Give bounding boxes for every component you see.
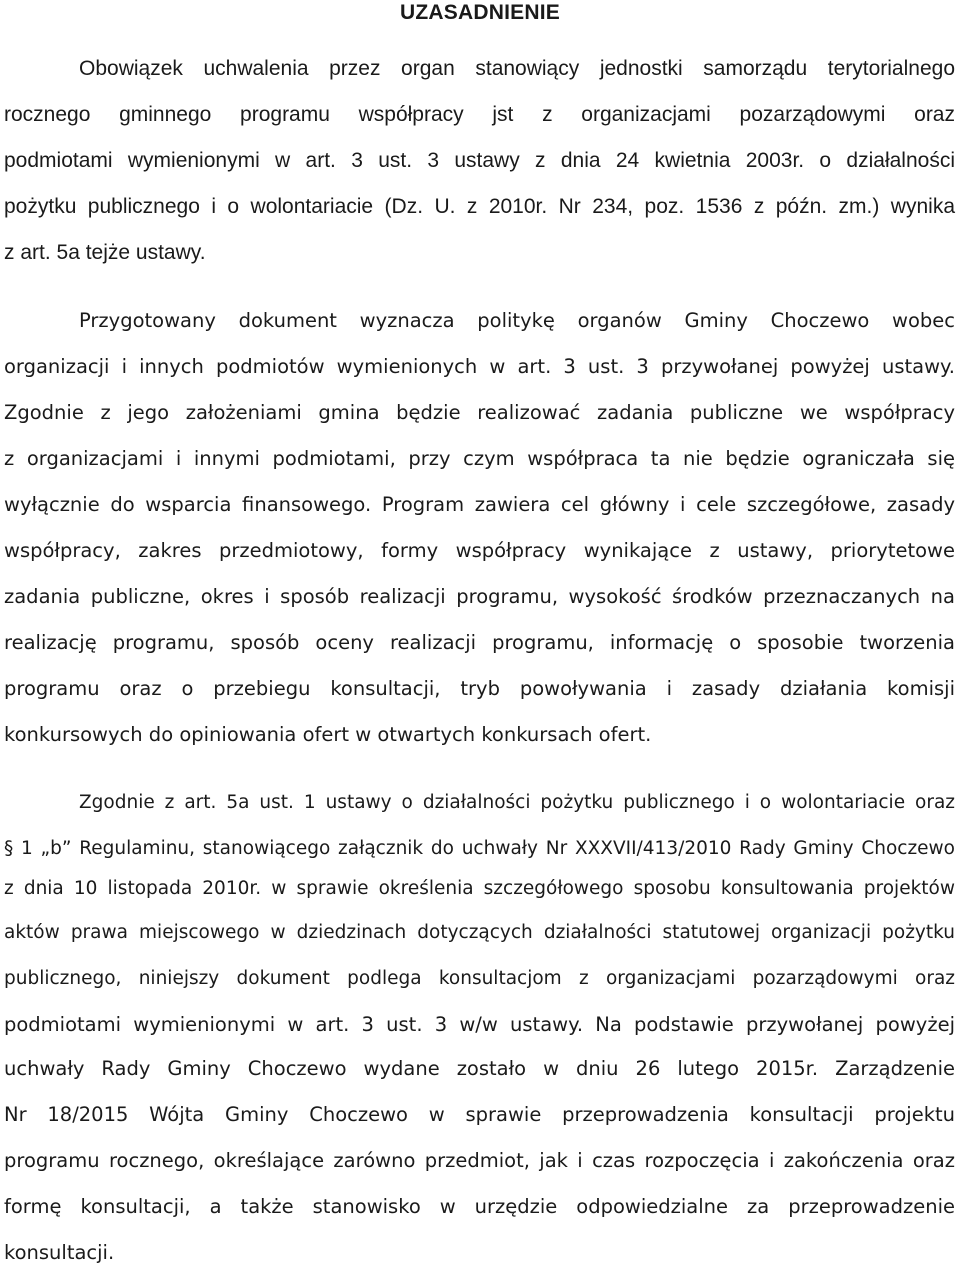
paragraph-3-line-6: podmiotami wymienionymi w art. 3 ust. 3 w/w ustawy. Na podstawie przywołanej powyżej [4,1013,955,1036]
document-title: UZASADNIENIE [400,1,560,24]
paragraph-1-line-5: z art. 5a tejże ustawy. [4,241,206,264]
paragraph-3-line-5: publicznego, niniejszy dokument podlega konsultacjom z organizacjami pozarządowymi oraz [4,968,955,989]
paragraph-3-line-2: § 1 „b” Regulaminu, stanowiącego załącznik do uchwały Nr XXXVII/413/2010 Rady Gminy Choczewo [4,838,955,859]
paragraph-1-line-1: Obowiązek uchwalenia przez organ stanowiący jednostki samorządu terytorialnego [79,57,955,80]
paragraph-3-line-4: aktów prawa miejscowego w dziedzinach dotyczących działalności statutowej organizacji pożytku [4,922,955,943]
paragraph-2-line-3: Zgodnie z jego założeniami gmina będzie realizować zadania publiczne we współpracy [4,401,955,424]
paragraph-1-line-3: podmiotami wymienionymi w art. 3 ust. 3 ustawy z dnia 24 kwietnia 2003r. o działalności [4,149,955,172]
paragraph-1-line-4: pożytku publicznego i o wolontariacie (Dz. U. z 2010r. Nr 234, poz. 1536 z późn. zm.) wynika [4,195,955,218]
paragraph-2-line-6: współpracy, zakres przedmiotowy, formy współpracy wynikające z ustawy, priorytetowe [4,539,955,562]
paragraph-2-line-9: programu oraz o przebiegu konsultacji, tryb powoływania i zasady działania komisji [4,677,955,700]
paragraph-3-line-11: konsultacji. [4,1241,115,1264]
paragraph-3-line-9: programu rocznego, określające zarówno przedmiot, jak i czas rozpoczęcia i zakończenia oraz [4,1149,955,1172]
paragraph-2-line-4: z organizacjami i innymi podmiotami, przy czym współpraca ta nie będzie ograniczała się [4,447,955,470]
paragraph-1-line-2: rocznego gminnego programu współpracy jst z organizacjami pozarządowymi oraz [4,103,955,126]
paragraph-3-line-3: z dnia 10 listopada 2010r. w sprawie określenia szczegółowego sposobu konsultowania projektów [4,878,955,899]
paragraph-2-line-2: organizacji i innych podmiotów wymienionych w art. 3 ust. 3 przywołanej powyżej ustawy. [4,355,955,378]
paragraph-3-line-1: Zgodnie z art. 5a ust. 1 ustawy o działalności pożytku publicznego i o wolontariacie oraz [79,792,955,813]
paragraph-2-line-1: Przygotowany dokument wyznacza politykę organów Gminy Choczewo wobec [79,309,955,332]
paragraph-2-line-10: konkursowych do opiniowania ofert w otwartych konkursach ofert. [4,723,652,746]
paragraph-2-line-5: wyłącznie do wsparcia finansowego. Program zawiera cel główny i cele szczegółowe, zasady [4,493,955,516]
paragraph-2-line-7: zadania publiczne, okres i sposób realizacji programu, wysokość środków przeznaczanych na [4,585,955,608]
paragraph-2-line-8: realizację programu, sposób oceny realizacji programu, informację o sposobie tworzenia [4,631,955,654]
paragraph-3-line-8: Nr 18/2015 Wójta Gminy Choczewo w sprawie przeprowadzenia konsultacji projektu [4,1103,955,1126]
paragraph-3-line-7: uchwały Rady Gminy Choczewo wydane zostało w dniu 26 lutego 2015r. Zarządzenie [4,1057,955,1080]
paragraph-3-line-10: formę konsultacji, a także stanowisko w urzędzie odpowiedzialne za przeprowadzenie [4,1195,955,1218]
